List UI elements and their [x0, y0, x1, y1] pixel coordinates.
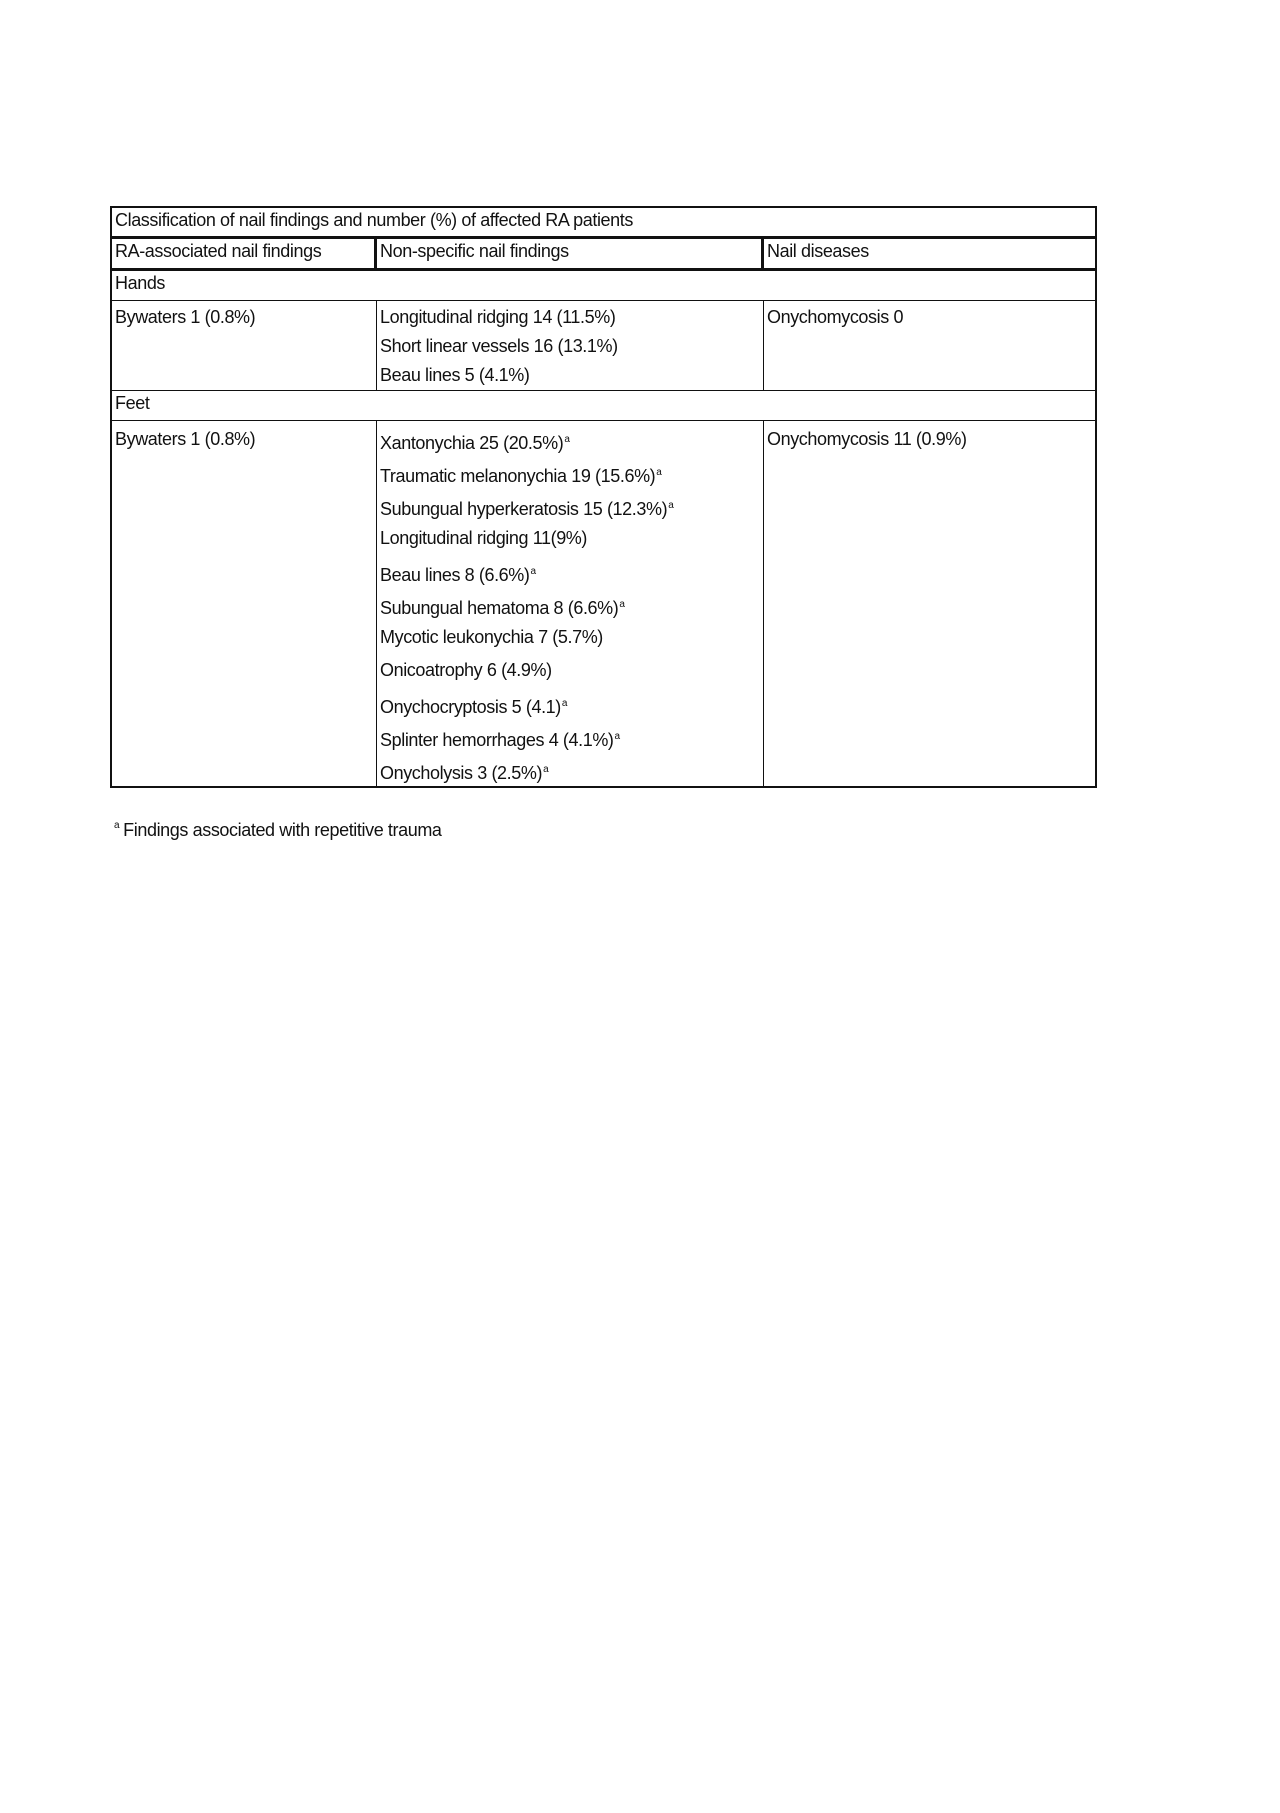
- ra-associated-cell: [112, 301, 377, 390]
- footnote-text: Findings associated with repetitive trauma: [123, 820, 442, 840]
- column-header: RA-associated nail findings: [112, 239, 377, 268]
- ra-associated-cell: [112, 421, 377, 786]
- nail-findings-table: [110, 206, 1097, 788]
- finding: [380, 303, 760, 332]
- finding: [380, 720, 760, 753]
- footnote-mark: a: [656, 467, 662, 478]
- footnote-mark: a: [668, 500, 674, 511]
- footnote-mark: a: [561, 698, 568, 709]
- non-specific-cell: [377, 421, 764, 786]
- finding: [380, 621, 760, 654]
- finding: [380, 687, 760, 720]
- nail-diseases-cell: [764, 301, 1095, 390]
- section-label: Feet: [115, 393, 150, 413]
- finding: Bywaters 1 (0.8%): [115, 307, 256, 327]
- finding-text: Longitudinal ridging 11(9%): [380, 528, 588, 548]
- table-row-feet: [112, 421, 1095, 786]
- table-row-hands: [112, 301, 1095, 391]
- finding-text: Onicoatrophy 6 (4.9%): [380, 660, 552, 680]
- nail-diseases-cell: [764, 421, 1095, 786]
- finding: [380, 489, 760, 522]
- section-label: Hands: [115, 273, 166, 293]
- finding: [380, 654, 760, 687]
- footnote-mark: a: [564, 434, 570, 445]
- finding-text: Subungual hematoma 8 (6.6%): [380, 598, 619, 618]
- finding-text: Xantonychia 25 (20.5%): [380, 433, 564, 453]
- finding: [380, 555, 760, 588]
- finding: Bywaters 1 (0.8%): [115, 429, 256, 449]
- finding-text: Traumatic melanonychia 19 (15.6%): [380, 466, 656, 486]
- section-row-hands: [112, 271, 1095, 301]
- finding: [380, 361, 760, 390]
- column-header: Non-specific nail findings: [377, 239, 764, 268]
- footnote-mark: a: [530, 566, 536, 577]
- finding-text: Beau lines 5 (4.1%): [380, 365, 530, 385]
- footnote: [113, 820, 442, 841]
- finding-text: Subungual hyperkeratosis 15 (12.3%): [380, 499, 668, 519]
- finding: [380, 522, 760, 555]
- finding-text: Onycholysis 3 (2.5%): [380, 763, 543, 783]
- finding: Onychomycosis 11 (0.9%): [767, 429, 967, 449]
- footnote-mark: a: [543, 764, 549, 775]
- column-header: Nail diseases: [767, 241, 869, 261]
- finding: Onychomycosis 0: [767, 307, 904, 327]
- table-title: Classification of nail findings and number (%) of affected RA patients: [115, 210, 633, 230]
- finding-text: Mycotic leukonychia 7 (5.7%): [380, 627, 603, 647]
- footnote-mark: a: [114, 820, 120, 831]
- footnote-mark: a: [619, 599, 625, 610]
- finding: [380, 588, 760, 621]
- finding: [380, 456, 760, 489]
- finding-text: Short linear vessels 16 (13.1%): [380, 336, 618, 356]
- finding-text: Longitudinal ridging 14 (11.5%): [380, 307, 616, 327]
- finding: [380, 753, 760, 786]
- section-row-feet: [112, 391, 1095, 421]
- finding: [380, 332, 760, 361]
- finding-text: Splinter hemorrhages 4 (4.1%): [380, 730, 614, 750]
- footnote-mark: a: [614, 731, 620, 742]
- finding: [380, 423, 760, 456]
- finding-text: Onychocryptosis 5 (4.1): [380, 697, 561, 717]
- table-header-row: [112, 239, 1095, 271]
- finding-text: Beau lines 8 (6.6%): [380, 565, 530, 585]
- non-specific-cell: [377, 301, 764, 390]
- table-title-row: [112, 208, 1095, 239]
